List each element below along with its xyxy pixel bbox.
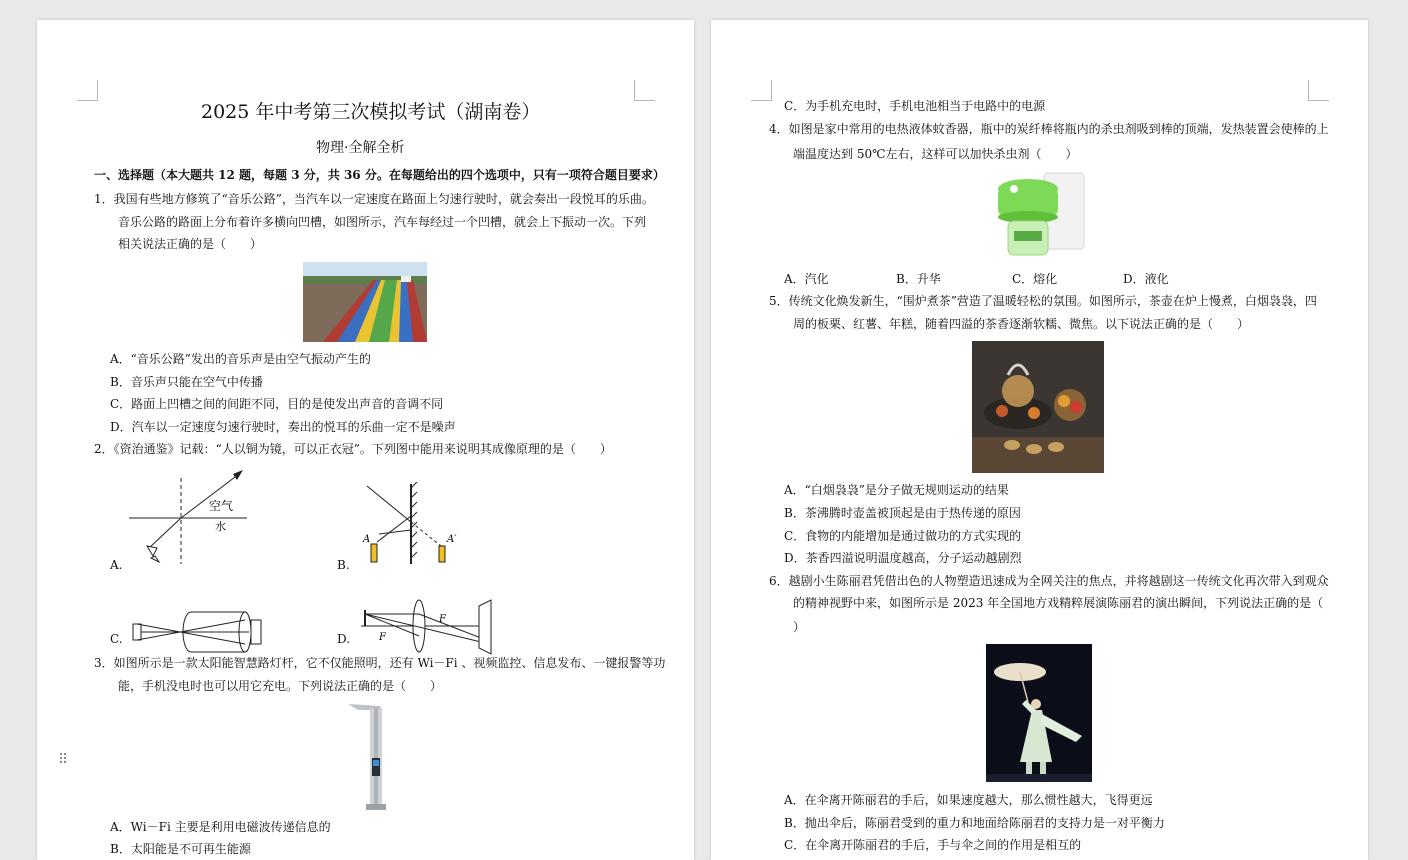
document-page-2 <box>711 20 1368 860</box>
q5-option-d: D．茶香四溢说明温度越高，分子运动越剧烈 <box>784 551 1022 565</box>
exam-subtitle: 物理·全解全析 <box>316 140 405 156</box>
margin-corner-mark <box>77 80 98 101</box>
q1-text-line: 1．我国有些地方修筑了“音乐公路”，当汽车以一定速度在路面上匀速行驶时，就会奏出一段悦耳的乐曲。 <box>94 192 654 206</box>
q4-option-d: D．液化 <box>1123 272 1169 286</box>
q2-label-a: A. <box>110 558 123 572</box>
image-label: A′ <box>447 534 457 545</box>
q1-text-line: 音乐公路的路面上分布着许多横向凹槽，如图所示，汽车每经过一个凹槽，就会上下振动一次。下列 <box>118 215 647 229</box>
q5-option-b: B．茶沸腾时壶盖被顶起是由于热传递的原因 <box>784 506 1021 520</box>
q5-text-line: 周的板栗、红薯、年糕，随着四溢的茶香逐渐软糯、微焦。以下说法正确的是（ ） <box>793 317 1250 331</box>
q1-option-a: A．“音乐公路”发出的音乐声是由空气振动产生的 <box>110 352 371 366</box>
margin-corner-mark <box>634 80 655 101</box>
margin-corner-mark <box>1308 80 1329 101</box>
q6-option-b: B．抛出伞后，陈丽君受到的重力和地面给陈丽君的支持力是一对平衡力 <box>784 816 1165 830</box>
q5-option-c: C．食物的内能增加是通过做功的方式实现的 <box>784 529 1022 543</box>
q4-text-line: 4．如图是家中常用的电热液体蚊香器，瓶中的炭纤棒将瓶内的杀虫剂吸到棒的顶端，发热装置会使棒的上 <box>769 122 1329 136</box>
q1-option-c: C．路面上凹槽之间的间距不同，目的是使发出声音的音调不同 <box>110 397 444 411</box>
q6-option-c: C．在伞离开陈丽君的手后，手与伞之间的作用是相互的 <box>784 838 1082 852</box>
diagram-c-camera <box>129 610 269 656</box>
diagram-b-plane-mirror <box>359 482 499 566</box>
tea-brewing-photo <box>972 341 1104 473</box>
music-road-photo <box>303 262 427 342</box>
q3-option-c: C．为手机充电时，手机电池相当于电路中的电源 <box>784 99 1046 113</box>
focal-label: F <box>379 632 386 643</box>
q6-text-line: 6．越剧小生陈丽君凭借出色的人物塑造迅速成为全网关注的焦点，并将越剧这一传统文化再次带入到观众 <box>769 574 1329 588</box>
block-drag-handle-icon[interactable]: ⠿ <box>58 752 69 768</box>
q3-option-b: B．太阳能是不可再生能源 <box>110 842 251 856</box>
margin-corner-mark <box>751 80 772 101</box>
diagram-a-refraction <box>129 466 279 566</box>
document-page-1 <box>37 20 694 860</box>
section-heading: 一、选择题（本大题共 12 题，每题 3 分，共 36 分。在每题给出的四个选项中，只有一项符合题目要求） <box>94 168 665 182</box>
air-label: 空气 <box>209 499 234 513</box>
q3-option-a: A．Wi－Fi 主要是利用电磁波传递信息的 <box>110 820 331 834</box>
q1-text-line: 相关说法正确的是（ ） <box>118 237 263 251</box>
q1-option-b: B．音乐声只能在空气中传播 <box>110 375 263 389</box>
q4-option-b: B．升华 <box>896 272 941 286</box>
q4-option-a: A．汽化 <box>784 272 829 286</box>
q1-option-d: D．汽车以一定速度匀速行驶时，奏出的悦耳的乐曲一定不是噪声 <box>110 420 456 434</box>
q4-text-line: 端温度达到 50℃左右，这样可以加快杀虫剂（ ） <box>793 147 1078 161</box>
q6-option-a: A．在伞离开陈丽君的手后，如果速度越大，那么惯性越大，飞得更远 <box>784 793 1153 807</box>
q5-option-a: A．“白烟袅袅”是分子做无规则运动的结果 <box>784 483 1009 497</box>
diagram-d-convex-lens <box>361 596 501 658</box>
q2-label-c: C. <box>110 632 123 646</box>
exam-title: 2025 年中考第三次模拟考试（湖南卷） <box>201 101 541 123</box>
q2-label-d: D. <box>337 632 351 646</box>
q2-text: 2．《资治通鉴》记载：“人以铜为镜，可以正衣冠”。下列图中能用来说明其成像原理的是（ ） <box>94 442 612 456</box>
q3-text-line: 能，手机没电时也可以用它充电。下列说法正确的是（ ） <box>118 679 443 693</box>
q2-label-b: B. <box>337 558 350 572</box>
q3-text-line: 3．如图所示是一款太阳能智慧路灯杆，它不仅能照明，还有 Wi－Fi 、视频监控、信息发布、一键报警等功 <box>94 656 666 670</box>
q6-text-line: ） <box>793 620 806 634</box>
water-label: 水 <box>215 520 226 533</box>
q4-option-c: C．熔化 <box>1012 272 1058 286</box>
q6-text-line: 的精神视野中来，如图所示是 2023 年全国地方戏精粹展演陈丽君的演出瞬间，下列说法正确的是（ <box>793 596 1324 610</box>
q5-text-line: 5．传统文化焕发新生，“围炉煮茶”营造了温暖轻松的氛围。如图所示，茶壶在炉上慢煮，白烟袅袅，四 <box>769 294 1317 308</box>
mosquito-repellent-photo <box>992 171 1086 263</box>
focal-label: F <box>439 614 446 625</box>
smart-streetlight-photo <box>342 700 392 812</box>
yue-opera-performer-photo <box>986 644 1092 782</box>
object-label: A <box>363 534 371 545</box>
